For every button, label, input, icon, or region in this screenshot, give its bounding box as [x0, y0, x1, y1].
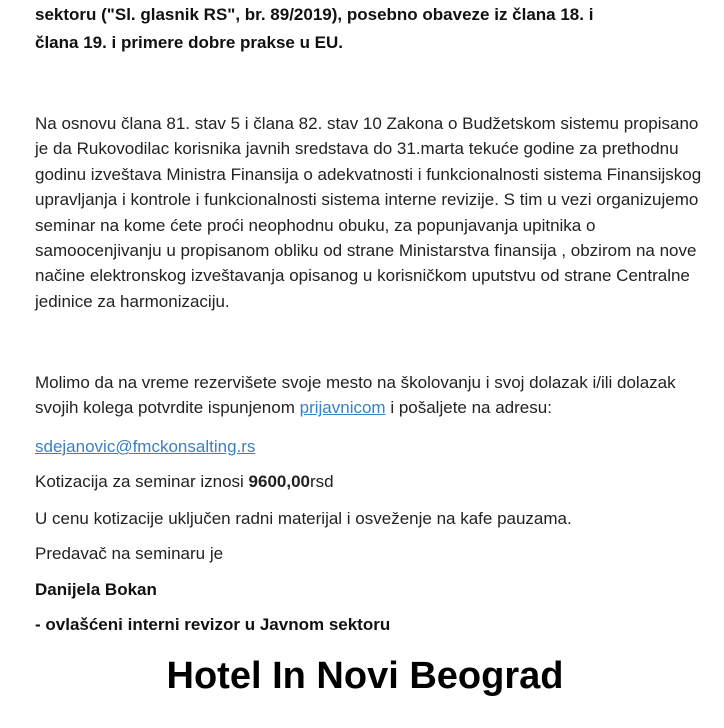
email-paragraph — [35, 434, 255, 459]
registration-form-link[interactable]: prijavnicom — [299, 398, 386, 418]
fee-paragraph — [35, 469, 334, 494]
lecturer-label: Predavač na seminaru je — [35, 544, 224, 563]
venue-heading: Hotel In Novi Beograd — [166, 655, 564, 697]
fee-amount: 9600,00 — [248, 472, 310, 491]
fee-includes-text: U cenu kotizacije uključen radni materijal i osveženje na kafe pauzama. — [35, 509, 572, 528]
lecturer-name: Danijela Bokan — [35, 580, 157, 599]
intro-bold-text — [35, 0, 705, 56]
registration-text: Molimo da na vreme rezervišete svoje mesto na školovanju i svoj dolazak i/ili dolazak svojih kolega potvrdite ispunjenom — [35, 373, 676, 418]
main-paragraph: Na osnovu člana 81. stav 5 i člana 82. stav 10 Zakona o Budžetskom sistemu propisano je da Rukovodilac korisnika javnih sredstava do 31.marta tekuće godine za prethodnu godinu izveštava Ministra Finansija o adekvatnosti i funkcionalnosti sistema Finansijskog upravljanja i kontrole i funkcionalnosti sistema interne revizije. S tim u vezi organizujemo seminar na kome ćete proći neophodnu obuku, za popunjavanja upitnika o samoocenjivanju u propisanom obliku od strane Ministarstva finansija , obzirom na nove načine elektronskog izveštavanja opisanog u korisničkom uputstvu od strane Centralne jedinice za harmonizaciju. — [35, 114, 702, 311]
intro-line-1: sektoru ("Sl. glasnik RS", br. 89/2019), posebno obaveze iz člana 18. i — [35, 5, 594, 24]
intro-line-2: člana 19. i primere dobre prakse u EU. — [35, 33, 344, 52]
lecturer-title: - ovlašćeni interni revizor u Javnom sektoru — [35, 615, 391, 634]
registration-text-end: i pošaljete na adresu: — [385, 398, 552, 418]
email-body — [35, 0, 705, 634]
registration-paragraph — [35, 370, 705, 421]
fee-prefix: Kotizacija za seminar iznosi — [35, 472, 249, 491]
fee-currency: rsd — [309, 472, 334, 491]
email-address-link[interactable]: sdejanovic@fmckonsalting.rs — [35, 437, 256, 456]
